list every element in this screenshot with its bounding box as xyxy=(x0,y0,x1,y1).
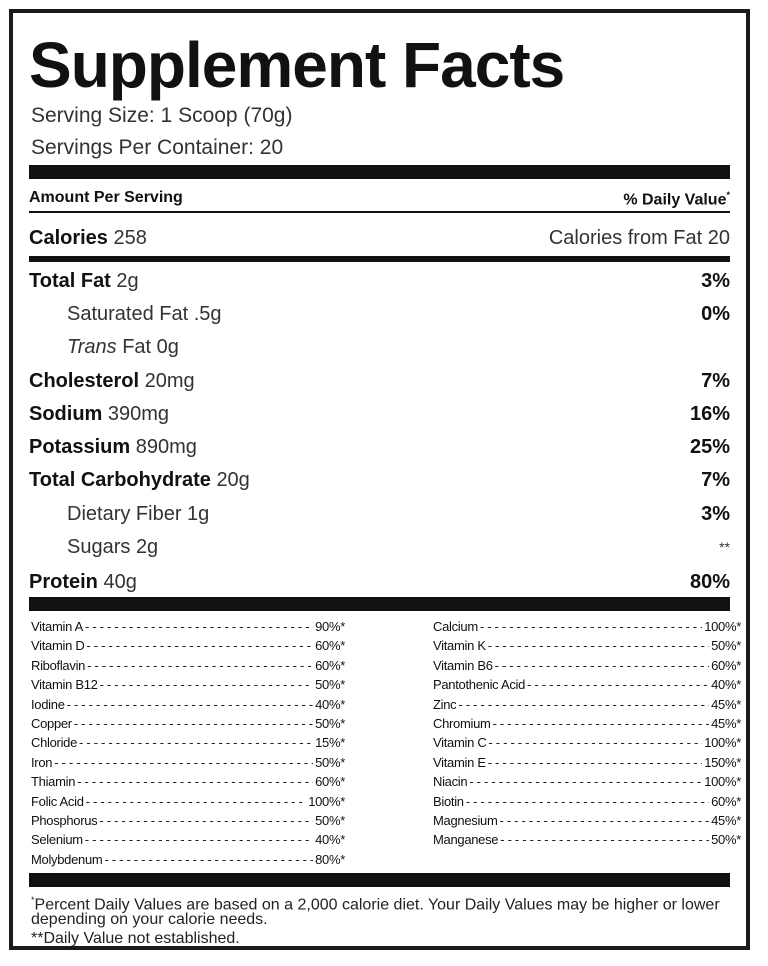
nutrient-name: Saturated Fat xyxy=(67,303,189,325)
thick-divider xyxy=(29,597,730,611)
nutrient-row xyxy=(29,300,730,328)
vitamin-row xyxy=(31,830,345,849)
vitamin-row xyxy=(433,772,741,791)
nutrient-dv: 3% xyxy=(701,270,730,292)
dot-leader xyxy=(466,792,709,811)
vitamin-name: Vitamin E xyxy=(433,754,486,770)
panel-title: Supplement Facts xyxy=(29,29,565,101)
nutrient-row xyxy=(29,466,730,494)
nutrient-row xyxy=(29,400,730,428)
dot-leader xyxy=(85,617,313,636)
vitamin-percent: 80%* xyxy=(315,851,345,867)
calories-row xyxy=(29,224,730,252)
vitamin-name: Vitamin B12 xyxy=(31,677,98,693)
vitamin-percent: 50%* xyxy=(315,754,345,770)
vitamin-name: Thiamin xyxy=(31,774,76,790)
thick-divider xyxy=(29,873,730,887)
vitamin-percent: 100%* xyxy=(704,619,741,634)
nutrient-amount: 40g xyxy=(103,571,137,593)
vitamin-name: Iron xyxy=(31,754,53,770)
nutrient-amount: .5g xyxy=(193,303,222,325)
vitamin-percent: 45%* xyxy=(711,696,741,712)
vitamin-row xyxy=(31,695,345,714)
vitamin-row xyxy=(433,656,741,675)
vitamins-right-column xyxy=(433,617,741,850)
servings-per-container: Servings Per Container: 20 xyxy=(31,136,284,159)
nutrient-row xyxy=(29,433,730,461)
vitamin-row xyxy=(433,714,741,733)
vitamin-percent: 90%* xyxy=(315,619,345,634)
vitamin-name: Selenium xyxy=(31,832,83,848)
nutrient-amount: 890mg xyxy=(135,436,197,458)
dot-leader xyxy=(458,695,709,714)
vitamin-percent: 60%* xyxy=(711,657,741,673)
vitamin-name: Riboflavin xyxy=(31,657,86,673)
amount-per-serving-row xyxy=(29,181,730,214)
vitamin-percent: 150%* xyxy=(704,754,741,770)
vitamin-row xyxy=(31,850,345,869)
vitamin-percent: 50%* xyxy=(711,832,741,848)
thin-divider xyxy=(29,211,730,213)
vitamin-percent: 60%* xyxy=(315,774,345,790)
vitamin-row xyxy=(433,830,741,849)
nutrient-name: Trans xyxy=(67,336,117,358)
dot-leader xyxy=(100,675,314,694)
vitamin-name: Zinc xyxy=(433,696,457,712)
vitamins-left-column xyxy=(31,617,345,869)
vitamin-name: Chromium xyxy=(433,715,491,731)
vitamin-percent: 100%* xyxy=(308,793,345,809)
dot-leader xyxy=(86,636,313,655)
dot-leader xyxy=(480,617,702,636)
vitamin-name: Vitamin K xyxy=(433,638,486,654)
vitamin-row xyxy=(433,617,741,636)
nutrient-name: Total Fat xyxy=(29,270,111,292)
vitamin-percent: 40%* xyxy=(711,677,741,693)
calories-from-fat: Calories from Fat 20 xyxy=(548,227,730,249)
supplement-facts-panel xyxy=(9,9,750,950)
footnote-daily-values: *Percent Daily Values are based on a 2,000 calorie diet. Your Daily Values may be higher or lower depending on your calorie needs. xyxy=(31,895,720,929)
vitamin-percent: 40%* xyxy=(315,832,345,848)
amount-per-serving-label: Amount Per Serving xyxy=(29,188,183,206)
vitamin-row xyxy=(433,695,741,714)
vitamin-row xyxy=(31,617,345,636)
vitamin-name: Magnesium xyxy=(433,812,498,828)
vitamin-row xyxy=(31,772,345,791)
daily-value-header: % Daily Value* xyxy=(623,190,730,209)
dot-leader xyxy=(500,830,709,849)
dot-leader xyxy=(99,811,313,830)
nutrient-name: Sodium xyxy=(29,403,103,425)
calories-value: 258 xyxy=(113,227,147,249)
vitamin-name: Vitamin D xyxy=(31,638,85,654)
vitamin-percent: 100%* xyxy=(704,774,741,790)
nutrient-amount: 20g xyxy=(216,469,250,491)
nutrient-dv: 25% xyxy=(689,436,730,458)
panel-content xyxy=(29,13,741,947)
vitamin-row xyxy=(31,733,345,752)
vitamin-name: Chloride xyxy=(31,735,78,751)
dot-leader xyxy=(54,753,313,772)
dot-leader xyxy=(488,733,702,752)
vitamin-name: Calcium xyxy=(433,619,478,634)
nutrient-amount: 390mg xyxy=(107,403,170,425)
vitamin-name: Pantothenic Acid xyxy=(433,677,526,693)
vitamin-row xyxy=(31,636,345,655)
vitamin-percent: 60%* xyxy=(315,638,345,654)
vitamin-name: Vitamin B6 xyxy=(433,657,493,673)
vitamin-row xyxy=(433,733,741,752)
nutrient-dv: 7% xyxy=(701,370,730,392)
dot-leader xyxy=(469,772,702,791)
medium-divider xyxy=(29,256,730,262)
vitamin-percent: 50%* xyxy=(315,715,345,731)
dot-leader xyxy=(500,811,710,830)
dot-leader xyxy=(74,714,313,733)
vitamin-name: Copper xyxy=(31,715,72,731)
vitamin-name: Biotin xyxy=(433,793,464,809)
vitamin-row xyxy=(31,811,345,830)
nutrient-row xyxy=(29,533,730,561)
nutrient-amount: 2g xyxy=(135,536,159,558)
dot-leader xyxy=(79,733,313,752)
vitamin-percent: 40%* xyxy=(315,696,345,712)
vitamin-name: Molybdenum xyxy=(31,851,103,867)
vitamin-row xyxy=(31,675,345,694)
dot-leader xyxy=(493,714,710,733)
vitamin-percent: 50%* xyxy=(315,812,345,828)
vitamin-percent: 60%* xyxy=(711,793,741,809)
dot-leader xyxy=(67,695,313,714)
vitamin-row xyxy=(31,753,345,772)
nutrient-name: Sugars xyxy=(67,536,131,558)
nutrient-dv: 7% xyxy=(701,469,730,491)
vitamin-percent: 45%* xyxy=(711,812,741,828)
vitamin-percent: 15%* xyxy=(315,735,345,751)
nutrient-dv: ** xyxy=(719,539,730,555)
nutrient-amount: 2g xyxy=(116,270,139,292)
nutrient-amount: Fat 0g xyxy=(116,336,179,358)
vitamin-percent: 45%* xyxy=(711,715,741,731)
nutrient-dv: 16% xyxy=(689,403,730,425)
vitamin-percent: 60%* xyxy=(315,657,345,673)
nutrient-name: Protein xyxy=(29,571,98,593)
dot-leader xyxy=(495,656,709,675)
vitamin-row xyxy=(433,811,741,830)
vitamin-percent: 100%* xyxy=(704,735,741,751)
vitamin-name: Vitamin A xyxy=(31,619,83,634)
vitamin-row xyxy=(433,792,741,811)
footnote-not-established: **Daily Value not established. xyxy=(31,930,240,947)
vitamin-percent: 50%* xyxy=(315,677,345,693)
vitamin-row xyxy=(433,753,741,772)
nutrient-row xyxy=(29,568,730,596)
dot-leader xyxy=(488,636,709,655)
nutrient-row xyxy=(29,367,730,395)
thick-divider xyxy=(29,165,730,179)
vitamin-percent: 50%* xyxy=(711,638,741,654)
vitamin-name: Vitamin C xyxy=(433,735,487,751)
vitamin-row xyxy=(433,636,741,655)
vitamin-name: Folic Acid xyxy=(31,793,84,809)
nutrient-name: Potassium xyxy=(29,436,131,458)
nutrient-dv: 0% xyxy=(701,303,730,325)
vitamin-name: Niacin xyxy=(433,774,468,790)
dot-leader xyxy=(86,792,307,811)
dot-leader xyxy=(85,830,313,849)
nutrient-row xyxy=(29,267,730,295)
nutrient-row xyxy=(29,500,730,528)
vitamin-name: Manganese xyxy=(433,832,499,848)
vitamin-row xyxy=(31,792,345,811)
dot-leader xyxy=(488,753,702,772)
serving-size: Serving Size: 1 Scoop (70g) xyxy=(31,104,293,127)
dot-leader xyxy=(87,656,313,675)
nutrient-row xyxy=(29,333,730,361)
vitamin-row xyxy=(31,714,345,733)
vitamin-name: Phosphorus xyxy=(31,812,98,828)
nutrient-amount: 20mg xyxy=(144,370,195,392)
dot-leader xyxy=(527,675,709,694)
calories-label: Calories xyxy=(29,227,108,249)
nutrient-dv: 80% xyxy=(689,571,730,593)
vitamin-name: Iodine xyxy=(31,696,65,712)
dot-leader xyxy=(77,772,313,791)
nutrient-amount: 1g xyxy=(187,503,210,525)
dot-leader xyxy=(104,850,313,869)
nutrient-name: Dietary Fiber xyxy=(67,503,182,525)
nutrient-dv: 3% xyxy=(701,503,730,525)
vitamin-row xyxy=(433,675,741,694)
nutrient-name: Total Carbohydrate xyxy=(29,469,211,491)
vitamin-row xyxy=(31,656,345,675)
nutrient-name: Cholesterol xyxy=(29,370,140,392)
